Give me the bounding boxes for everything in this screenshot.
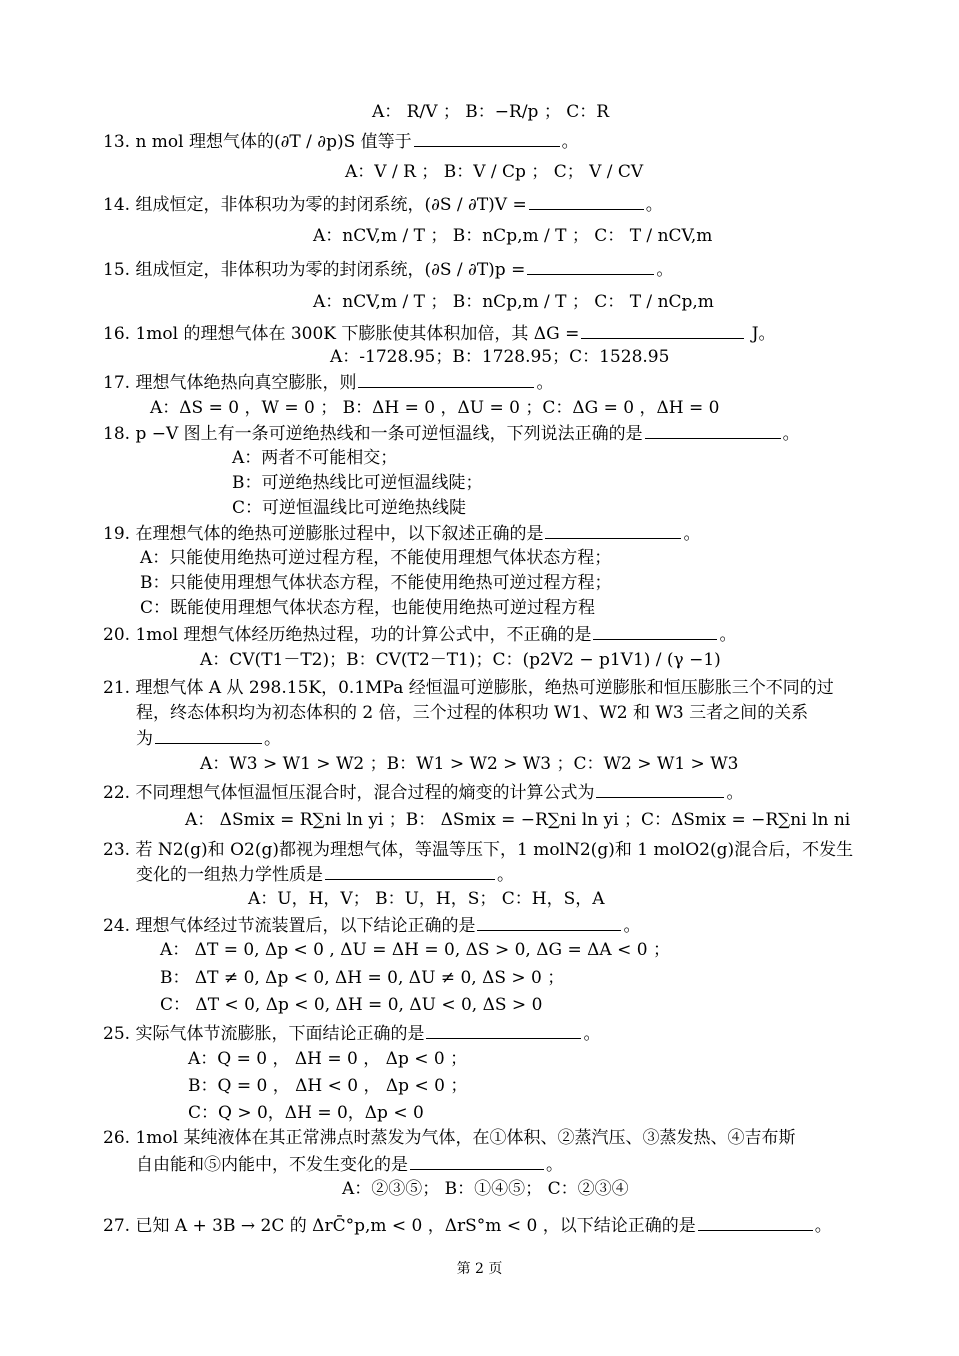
page-footer: 第 2 页 xyxy=(456,1261,503,1277)
q25-option-b: B：Q = 0 ， ΔH < 0 ， Δp < 0 ； xyxy=(188,1076,468,1096)
q22-options: A： ΔSmix = R∑ni ln yi ；B： ΔSmix = −R∑ni ln yi ；C：ΔSmix = −R∑ni ln ni xyxy=(185,810,851,830)
q19-option-b: B：只能使用理想气体状态方程，不能使用绝热可逆过程方程； xyxy=(140,573,612,593)
q23-stem-line1: 23. 若 N2(g)和 O2(g)都视为理想气体，等温等压下，1 molN2(g)和 1 molO2(g)混合后，不发生 xyxy=(103,840,854,860)
q24-option-b: B： ΔT ≠ 0, Δp < 0, ΔH = 0, ΔU ≠ 0, ΔS > 0 ； xyxy=(160,968,565,988)
q15-options: A：nCV,m / T ； B：nCp,m / T ； C： T / nCp,m xyxy=(313,292,714,312)
q24-option-a: A： ΔT = 0, Δp < 0 , ΔU = ΔH = 0, ΔS > 0, ΔG = ΔA < 0 ； xyxy=(160,940,670,960)
answer-blank xyxy=(593,623,717,640)
q18-stem: 18. p −V 图上有一条可逆绝热线和一条可逆恒温线，下列说法正确的是 。 xyxy=(103,424,800,444)
q18-option-b: B：可逆绝热线比可逆恒温线陡； xyxy=(232,473,483,493)
q13-stem: 13. n mol 理想气体的(∂T / ∂p)S 值等于 。 xyxy=(103,132,579,152)
q23-options: A：U，H，V； B：U，H，S； C：H，S，A xyxy=(248,889,605,909)
q24-stem: 24. 理想气体经过节流装置后，以下结论正确的是 。 xyxy=(103,916,641,936)
answer-blank xyxy=(477,914,621,931)
answer-blank xyxy=(698,1214,813,1231)
q20-options: A：CV(T1－T2)；B：CV(T2－T1)；C：(p2V2 − p1V1) / (γ −1) xyxy=(200,650,721,670)
answer-blank xyxy=(414,130,560,147)
q17-options: A：ΔS = 0 ，W = 0 ； B：ΔH = 0 ，ΔU = 0 ；C：ΔG = 0 ，ΔH = 0 xyxy=(150,398,720,418)
answer-blank xyxy=(325,863,495,880)
q21-options: A：W3 > W1 > W2 ；B：W1 > W2 > W3 ；C：W2 > W1 > W3 xyxy=(200,754,739,774)
q24-option-c: C： ΔT < 0, Δp < 0, ΔH = 0, ΔU < 0, ΔS > 0 xyxy=(160,995,543,1015)
q17-stem: 17. 理想气体绝热向真空膨胀，则 。 xyxy=(103,373,554,393)
q25-stem: 25. 实际气体节流膨胀，下面结论正确的是 。 xyxy=(103,1024,601,1044)
answer-blank xyxy=(426,1022,581,1039)
answer-blank xyxy=(596,781,724,798)
answer-blank xyxy=(581,322,744,339)
q16-stem: 16. 1mol 的理想气体在 300K 下膨胀使其体积加倍，其 ΔG = J。 xyxy=(103,324,776,344)
q18-option-a: A：两者不可能相交； xyxy=(232,448,398,468)
q14-stem: 14. 组成恒定，非体积功为零的封闭系统，(∂S / ∂T)V = 。 xyxy=(103,195,663,215)
q20-stem: 20. 1mol 理想气体经历绝热过程，功的计算公式中，不正确的是 。 xyxy=(103,625,737,645)
q26-options: A：②③⑤； B：①④⑤； C：②③④ xyxy=(342,1179,629,1199)
q13-options: A：V / R ； B：V / Cp ； C； V / CV xyxy=(345,162,644,182)
q14-options: A：nCV,m / T ； B：nCp,m / T ； C： T / nCV,m xyxy=(313,226,713,246)
q26-stem-line2: 自由能和⑤内能中，不发生变化的是 。 xyxy=(136,1155,563,1175)
q21-stem-line1: 21. 理想气体 A 从 298.15K，0.1MPa 经恒温可逆膨胀，绝热可逆膨胀和恒压膨胀三个不同的过 xyxy=(103,678,834,698)
q23-stem-line2: 变化的一组热力学性质是 。 xyxy=(136,865,514,885)
q12-options: A： R/V ； B：−R/p ； C：R xyxy=(372,102,610,122)
q19-option-c: C：既能使用理想气体状态方程，也能使用绝热可逆过程方程 xyxy=(140,598,596,618)
q16-options: A：-1728.95；B：1728.95；C：1528.95 xyxy=(330,347,670,367)
q15-stem: 15. 组成恒定，非体积功为零的封闭系统，(∂S / ∂T)p = 。 xyxy=(103,260,674,280)
q25-option-c: C：Q > 0，ΔH = 0，Δp < 0 xyxy=(188,1103,424,1123)
q25-option-a: A：Q = 0 ， ΔH = 0 ， Δp < 0 ； xyxy=(188,1049,468,1069)
answer-blank xyxy=(410,1153,544,1170)
answer-blank xyxy=(527,258,654,275)
answer-blank xyxy=(155,727,262,744)
q22-stem: 22. 不同理想气体恒温恒压混合时，混合过程的熵变的计算公式为 。 xyxy=(103,783,744,803)
q19-stem: 19. 在理想气体的绝热可逆膨胀过程中，以下叙述正确的是 。 xyxy=(103,524,701,544)
q26-stem-line1: 26. 1mol 某纯液体在其正常沸点时蒸发为气体，在①体积、②蒸汽压、③蒸发热、④吉布斯 xyxy=(103,1128,796,1148)
q21-stem-line3: 为 。 xyxy=(136,729,281,749)
answer-blank xyxy=(545,522,681,539)
answer-blank xyxy=(358,371,534,388)
q21-stem-line2: 程，终态体积均为初态体积的 2 倍，三个过程的体积功 W1、W2 和 W3 三者之间的关系 xyxy=(136,703,809,723)
q27-stem: 27. 已知 A + 3B → 2C 的 ΔrC̄°p,m < 0 ，ΔrS°m < 0 ，以下结论正确的是 。 xyxy=(103,1216,832,1236)
answer-blank xyxy=(645,422,781,439)
q19-option-a: A：只能使用绝热可逆过程方程，不能使用理想气体状态方程； xyxy=(140,548,612,568)
q18-option-c: C：可逆恒温线比可逆绝热线陡 xyxy=(232,498,467,518)
answer-blank xyxy=(529,193,644,210)
